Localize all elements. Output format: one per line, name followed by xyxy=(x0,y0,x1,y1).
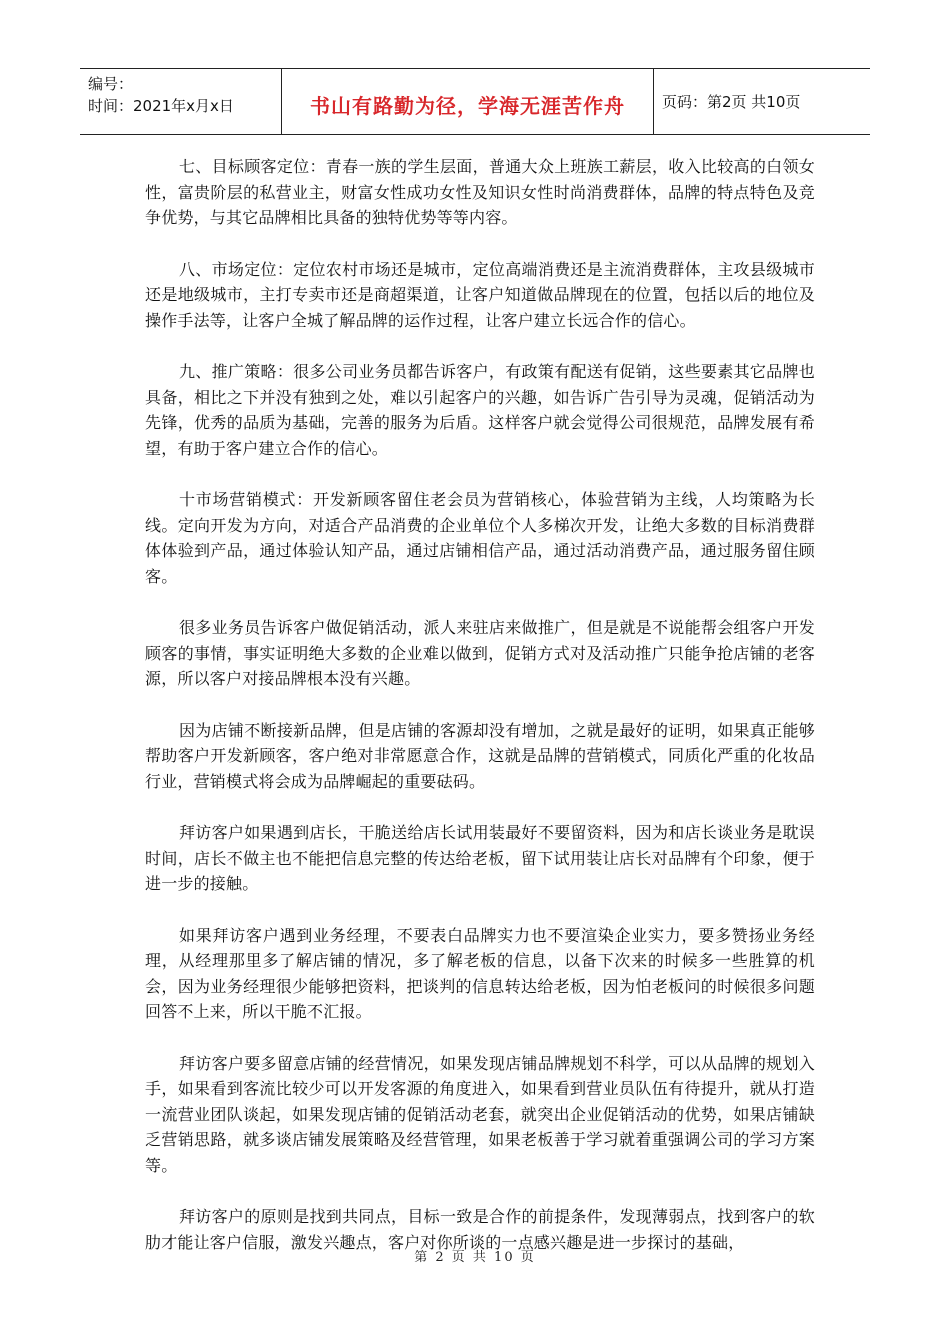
paragraph: 拜访客户的原则是找到共同点，目标一致是合作的前提条件，发现薄弱点，找到客户的软肋才能让客户信服，激发兴趣点，客户对你所谈的一点感兴趣是进一步探讨的基础， xyxy=(145,1207,815,1252)
header-page-cell xyxy=(654,69,870,134)
motto-text: 书山有路勤为径，学海无涯苦作舟 xyxy=(310,94,625,118)
header-motto-cell xyxy=(282,69,654,134)
number-label: 编号： xyxy=(88,75,134,93)
document-header xyxy=(80,68,870,135)
page-label: 页码：第2页 共10页 xyxy=(662,93,801,111)
paragraph: 很多业务员告诉客户做促销活动，派人来驻店来做推广，但是就是不说能帮会组客户开发顾客的事情，事实证明绝大多数的企业难以做到，促销方式对及活动推广只能争抢店铺的老客源，所以客户对接品牌根本没有兴趣。 xyxy=(145,618,815,688)
header-meta-cell xyxy=(80,69,282,134)
paragraph: 七、目标顾客定位：青春一族的学生层面，普通大众上班族工薪层，收入比较高的白领女性，富贵阶层的私营业主，财富女性成功女性及知识女性时尚消费群体，品牌的特点特色及竞争优势，与其它品牌相比具备的独特优势等等内容。 xyxy=(145,157,815,227)
paragraph: 因为店铺不断接新品牌，但是店铺的客源却没有增加，之就是最好的证明，如果真正能够帮助客户开发新顾客，客户绝对非常愿意合作，这就是品牌的营销模式，同质化严重的化妆品行业，营销模式将会成为品牌崛起的重要砝码。 xyxy=(145,720,815,791)
footer-page-number: 第 2 页 共 10 页 xyxy=(414,1250,536,1265)
paragraph: 八、市场定位：定位农村市场还是城市，定位高端消费还是主流消费群体，主攻县级城市还是地级城市，主打专卖市还是商超渠道，让客户知道做品牌现在的位置，包括以后的地位及操作手法等，让客户全城了解品牌的运作过程，让客户建立长远合作的信心。 xyxy=(145,259,815,330)
document-body xyxy=(145,154,815,1281)
paragraph: 九、推广策略：很多公司业务员都告诉客户，有政策有配送有促销，这些要素其它品牌也具备，相比之下并没有独到之处，难以引起客户的兴趣，如告诉广告引导为灵魂，促销活动为先锋，优秀的品质为基础，完善的服务为后盾。这样客户就会觉得公司很规范，品牌发展有希望，有助于客户建立合作的信心。 xyxy=(145,362,815,458)
paragraph: 拜访客户要多留意店铺的经营情况，如果发现店铺品牌规划不科学，可以从品牌的规划入手，如果看到客流比较少可以开发客源的角度进入，如果看到营业员队伍有待提升，就从打造一流营业团队谈起，如果发现店铺的促销活动老套，就突出企业促销活动的优势，如果店铺缺乏营销思路，就多谈店铺发展策略及经营管理，如果老板善于学习就着重强调公司的学习方案等。 xyxy=(145,1053,815,1175)
time-label: 时间：2021年x月x日 xyxy=(88,97,234,115)
page-footer xyxy=(0,1246,950,1265)
paragraph: 拜访客户如果遇到店长，干脆送给店长试用装最好不要留资料，因为和店长谈业务是耽误时间，店长不做主也不能把信息完整的传达给老板，留下试用装让店长对品牌有个印象，便于进一步的接触。 xyxy=(145,823,815,893)
paragraph: 如果拜访客户遇到业务经理，不要表白品牌实力也不要渲染企业实力，要多赞扬业务经理，从经理那里多了解店铺的情况，多了解老板的信息，以备下次来的时候多一些胜算的机会，因为业务经理很少能够把资料，把谈判的信息转达给老板，因为怕老板问的时候很多问题回答不上来，所以干脆不汇报。 xyxy=(145,925,815,1021)
paragraph: 十市场营销模式：开发新顾客留住老会员为营销核心，体验营销为主线，人均策略为长线。定向开发为方向，对适合产品消费的企业单位个人多梯次开发，让绝大多数的目标消费群体体验到产品，通过体验认知产品，通过店铺相信产品，通过活动消费产品，通过服务留住顾客。 xyxy=(145,490,815,586)
